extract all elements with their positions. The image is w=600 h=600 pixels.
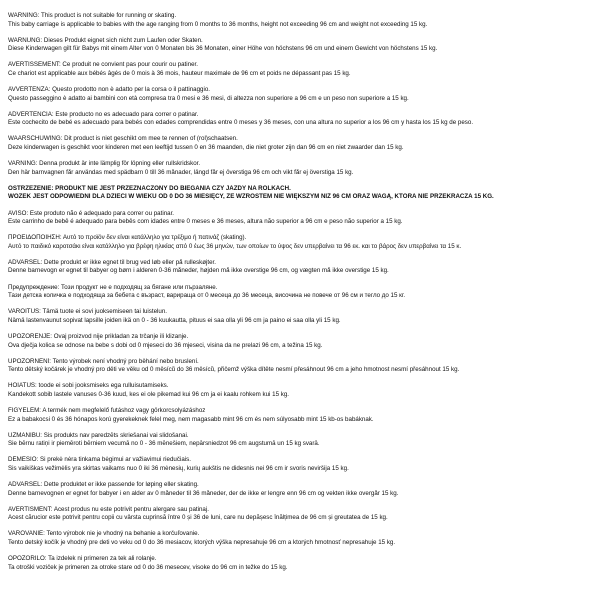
warning-block-da [8, 259, 592, 276]
warning-description: Acest cărucior este potrivit pentru copii cu vârsta cuprinsă între 0 și 36 de luni, care nu depășesc înălțimea de 96 cm și greutatea de 15 kg. [8, 514, 388, 522]
warning-description: Αυτό το παιδικό καροτσάκι είναι κατάλληλο για βρέφη ηλικίας από 0 έως 36 μηνών, των οποίων το ύψος δεν υπερβαίνει τα 96 εκ. και το βάρος δεν υπερβαίνει τα 15 κ. [8, 242, 462, 250]
warning-description: Ez a babakocsi 0 és 36 hónapos korú gyerekeknek felel meg, nem magasabb mint 96 cm és nem súlyosabb mint 15 kb-os babáknak. [8, 415, 374, 423]
warning-description: Ova dječja kolica se odnose na bebe s dobi od 0 mjeseci do 36 mjeseci, visina da ne prelazi 96 cm, a težina 15 kg. [8, 341, 323, 349]
warning-block-es [8, 111, 592, 128]
warning-block-hu [8, 407, 592, 424]
warning-heading: AVERTISSEMENT: Ce produit ne convient pas pour courir ou patiner. [8, 61, 198, 69]
warning-description: Šie bērnu ratiņi ir piemēroti bērniem vecumā no 0 - 36 mēnešiem, nepārsniedzot 96 cm augstumā un 15 kg svarā. [8, 440, 320, 448]
warning-description: Denne barnevogn er egnet til babyer og børn i alderen 0-36 måneder, højden må ikke overstige 96 cm, og vægten må ikke overstige 15 kg. [8, 267, 389, 275]
warning-description: Denne barnevognen er egnet for babyer i en alder av 0 måneder til 36 måneder, der de ikke er lengre enn 96 cm og vekten ikke overgår 15 kg. [8, 489, 399, 497]
warning-heading: ADVARSEL: Dette produkt er ikke egnet til brug ved løb eller på rulleskøjter. [8, 258, 216, 266]
warning-block-el [8, 234, 592, 251]
warning-heading: UZMANĪBU: Šis produkts nav paredzēts skriešanai vai slidošanai. [8, 431, 189, 439]
warning-heading: WARNUNG: Dieses Produkt eignet sich nicht zum Laufen oder Skaten. [8, 36, 203, 44]
warning-block-ro [8, 506, 592, 523]
warning-block-fr [8, 61, 592, 78]
warning-description: Diese Kinderwagen gilt für Babys mit einem Alter von 0 Monaten bis 36 Monaten, einer Höhe von höchstens 96 cm und einem Gewicht von höchstens 15 kg. [8, 45, 438, 53]
warning-description: Kandekott sobib lastele vanuses 0-36 kuud, kes ei ole pikemad kui 96 cm ja ei kaalu rohkem kui 15 kg. [8, 390, 290, 398]
warning-description: Tento detský kočík je vhodný pre deti vo veku od 0 do 36 mesiacov, ktorých výška nepresahuje 96 cm a ktorých hmotnosť nepresahuje 15 kg. [8, 539, 396, 547]
warning-block-pt [8, 210, 592, 227]
warning-description: Ce chariot est applicable aux bébés âgés de 0 mois à 36 mois, hauteur maximale de 96 cm et poids ne dépassant pas 15 kg. [8, 69, 351, 77]
warning-heading: HOIATUS: toode ei sobi jooksmiseks ega rulluisutamiseks. [8, 382, 169, 390]
warning-heading: VAROVANIE: Tento výrobok nie je vhodný na behanie a korčuľovanie. [8, 530, 200, 538]
warning-block-sk [8, 358, 592, 375]
warning-block-sl [8, 333, 592, 350]
warning-heading: ΠΡΟΕΙΔΟΠΟΙΗΣΗ: Αυτό το προϊόν δεν είναι κατάλληλο για τρέξιμο ή πατινάζ (skating). [8, 234, 247, 242]
warning-block-bg [8, 284, 592, 301]
warning-block-cs [8, 530, 592, 547]
warning-description: Den här barnvagnen får användas med spädbarn 0 till 36 månader, längd får ej överstiga 96 cm och vikt får ej överstiga 15 kg. [8, 168, 354, 176]
warning-block-sv [8, 160, 592, 177]
warning-description: Тази детска количка е подходяща за бебета с възраст, варираща от 0 месеца до 36 месеца, височина не повече от 96 см и тегло до 15 кг. [8, 292, 406, 300]
warning-block-de [8, 37, 592, 54]
warning-description: WÓZEK JEST ODPOWIEDNI DLA DZIECI W WIEKU OD 0 DO 36 MIESIĘCY, ZE WZROSTEM NIE WIĘKSZYM NIŻ 96 CM ORAZ WAGĄ, KTÓRA NIE PRZEKRACZA 15 KG. [8, 193, 494, 201]
warning-heading: DĖMESIO: Ši prekė nėra tinkama bėgimui ar važiavimui riedučiais. [8, 456, 191, 464]
warning-description: Tento dětský kočárek je vhodný pro děti ve věku od 0 měsíců do 36 měsíců, přičemž výška dítěte nesmí přesáhnout 96 cm a jeho hmotnost nesmí přesáhnout 15 kg. [8, 366, 460, 374]
warning-heading: OSTRZEŻENIE: PRODUKT NIE JEST PRZEZNACZONY DO BIEGANIA CZY JAZDY NA ROLKACH. [8, 184, 291, 192]
warning-block-nl [8, 135, 592, 152]
warning-description: Questo passeggino è adatto ai bambini con età compresa tra 0 mesi e 36 mesi, di altezza non superiore a 96 cm e un peso non superiore a 15 kg. [8, 94, 409, 102]
warning-block-sl2 [8, 555, 592, 572]
warning-heading: WARNING: This product is not suitable for running or skating. [8, 12, 177, 19]
warning-heading: VAROITUS: Tämä tuote ei sovi juoksemiseen tai luistelun. [8, 308, 167, 316]
warning-heading: AVVERTENZA: Questo prodotto non è adatto per la corsa o il pattinaggio. [8, 86, 211, 94]
warning-heading: VARNING: Denna produkt är inte lämplig för löpning eller rullskridskor. [8, 160, 201, 168]
warning-heading: UPOZORNENÍ: Tento výrobek není vhodný pro běhání nebo bruslení. [8, 357, 199, 365]
warning-heading: ADVERTENCIA: Este producto no es adecuado para correr o patinar. [8, 110, 199, 118]
warning-heading: AVISO: Este produto não é adequado para correr ou patinar. [8, 209, 175, 217]
warning-block-en [8, 12, 592, 29]
warning-heading: AVERTISMENT: Acest produs nu este potrivit pentru alergare sau patinaj. [8, 505, 209, 513]
warning-block-it [8, 86, 592, 103]
warning-description: Šis vaikiškas vežimėlis yra skirtas vaikams nuo 0 iki 36 mėnesių, kurių aukštis ne didesnis nei 96 cm ir svoris neviršija 15 kg. [8, 464, 349, 472]
warning-description: Este cochecito de bebé es adecuado para bebés con edades comprendidas entre 0 meses y 36 meses, con una altura no superior a los 96 cm y hasta los 15 kg de peso. [8, 119, 474, 127]
warning-description: Deze kinderwagen is geschikt voor kinderen met een leeftijd tussen 0 en 36 maanden, die niet groter zijn dan 96 cm en niet zwaarder dan 15 kg. [8, 144, 404, 152]
warning-block-lv [8, 432, 592, 449]
warning-heading: Предупреждение: Този продукт не е подходящ за бягане или пързаляне. [8, 283, 218, 291]
warning-block-fi [8, 308, 592, 325]
warning-heading: UPOZORENJE: Ovaj proizvod nije prikladan za trčanje ili klizanje. [8, 332, 189, 340]
warning-description: Nämä lastenvaunut sopivat lapsille joiden ikä on 0 - 36 kuukautta, pituus ei saa olla yli 96 cm ja paino ei saa olla yli 15 kg. [8, 316, 341, 324]
warning-description: This baby carriage is applicable to babies with the age ranging from 0 months to 36 months, height not exceeding 96 cm and weight not exceeding 15 kg. [8, 20, 428, 28]
warning-block-no [8, 481, 592, 498]
warning-block-pl [8, 185, 592, 202]
warning-description: Este carrinho de bebê é adequado para bebês com idades entre 0 meses e 36 meses, altura não superior a 96 cm e peso não superior a 15 kg. [8, 218, 403, 226]
warning-heading: OPOZORILO: Ta izdelek ni primeren za tek ali rolanje. [8, 555, 157, 563]
warning-heading: ADVARSEL: Dette produktet er ikke passende for løping eller skating. [8, 481, 199, 489]
warning-description: Ta otroški voziček je primeren za otroke stare od 0 do 36 mesecev, visoke do 96 cm in težke do 15 kg. [8, 563, 288, 571]
warning-heading: FIGYELEM: A termék nem megfelelő futáshoz vagy görkorcsolyázáshoz [8, 407, 206, 414]
warning-block-et [8, 382, 592, 399]
warning-heading: WAARSCHUWING: Dit product is niet geschikt om mee te rennen of (rol)schaatsen. [8, 135, 238, 143]
warning-block-lt [8, 456, 592, 473]
